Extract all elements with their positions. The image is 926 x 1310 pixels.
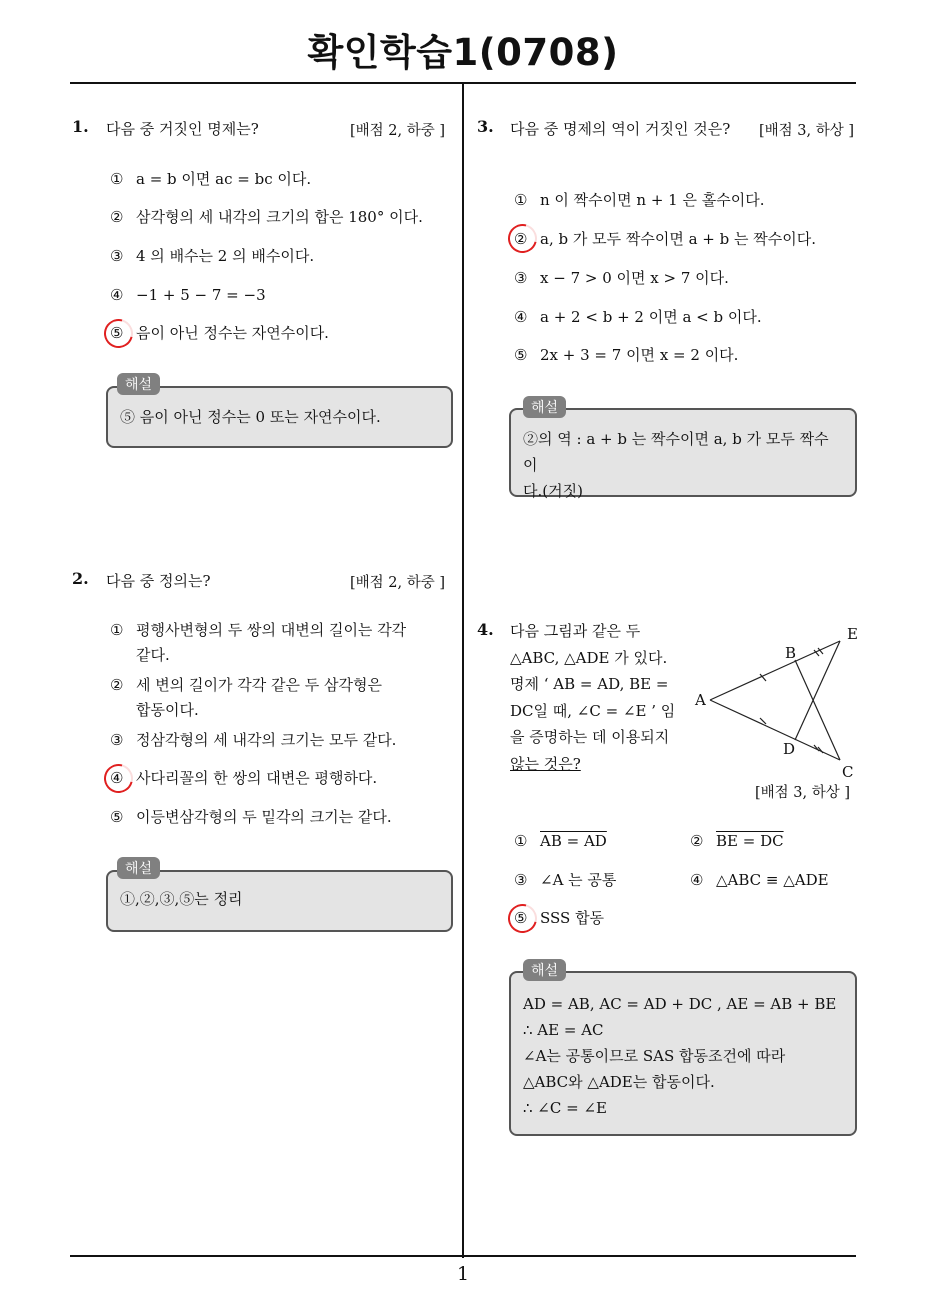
q1-option-1[interactable]: ① a = b 이면 ac = bc 이다. bbox=[110, 170, 312, 188]
q4-solution-line-1: AD = AB, AC = AD + DC , AE = AB + BE bbox=[523, 995, 837, 1013]
q2-option-5-text: 이등변삼각형의 두 밑각의 크기는 같다. bbox=[136, 808, 392, 826]
q1-solution-tag: 해설 bbox=[117, 373, 160, 395]
q3-option-1-text: n 이 짝수이면 n + 1 은 홀수이다. bbox=[540, 191, 765, 209]
q2-answer-circle bbox=[99, 759, 139, 799]
figure-segment-ac bbox=[710, 700, 840, 760]
q2-solution-box bbox=[106, 870, 453, 932]
q4-option-2-text: BE = DC bbox=[716, 832, 784, 850]
q4-text-line-4: DC일 때, ∠C = ∠E ’ 임 bbox=[510, 701, 676, 720]
q3-solution-box bbox=[509, 408, 857, 500]
q3-option-5-text: 2x + 3 = 7 이면 x = 2 이다. bbox=[540, 346, 739, 364]
q2-option-2-text-cont: 합동이다. bbox=[136, 701, 199, 719]
q3-option-2-text: a, b 가 모두 짝수이면 a + b 는 짝수이다. bbox=[540, 230, 816, 248]
figure-segment-ae bbox=[710, 641, 840, 700]
q2-number: 2. bbox=[72, 569, 89, 588]
q1-option-3[interactable]: ③ 4 의 배수는 2 의 배수이다. bbox=[110, 247, 315, 265]
figure-label-d: D bbox=[783, 740, 796, 758]
page-title: 확인학습1(0708) bbox=[307, 31, 619, 74]
q1-option-2-text: 삼각형의 세 내각의 크기의 합은 180° 이다. bbox=[136, 208, 423, 226]
q2-meta: [배점 2, 하중 ] bbox=[350, 575, 446, 591]
q4-text-line-3: 명제 ‘ AB = AD, BE = bbox=[510, 675, 669, 693]
figure-label-e: E bbox=[847, 625, 858, 643]
q4-meta: [배점 3, 하상 ] bbox=[755, 785, 851, 801]
q4-option-2[interactable]: ② BE = DC bbox=[690, 832, 784, 850]
q3-number: 3. bbox=[477, 117, 494, 136]
q4-option-3[interactable]: ③ ∠A 는 공통 bbox=[514, 871, 617, 889]
figure-label-c: C bbox=[842, 763, 854, 781]
q4-option-1-text: AB = AD bbox=[540, 832, 607, 850]
q3-option-2[interactable]: ② a, b 가 모두 짝수이면 a + b 는 짝수이다. bbox=[514, 230, 816, 248]
q2-option-4-text: 사다리꼴의 한 쌍의 대변은 평행하다. bbox=[136, 769, 378, 787]
q2-option-5[interactable]: ⑤ 이등변삼각형의 두 밑각의 크기는 같다. bbox=[110, 808, 392, 826]
q4-text-line-5: 을 증명하는 데 이용되지 bbox=[510, 728, 670, 746]
q1-option-3-text: 4 의 배수는 2 의 배수이다. bbox=[136, 247, 315, 265]
q1-answer-circle bbox=[99, 314, 139, 354]
q3-meta: [배점 3, 하상 ] bbox=[759, 123, 855, 139]
q4-text-line-2: △ABC, △ADE 가 있다. bbox=[510, 648, 668, 667]
column-divider bbox=[462, 83, 464, 1258]
figure-label-b: B bbox=[785, 644, 797, 662]
page-number: 1 bbox=[456, 1263, 470, 1285]
q3-option-4-text: a + 2 < b + 2 이면 a < b 이다. bbox=[540, 308, 762, 326]
figure-segment-de bbox=[795, 641, 840, 740]
q3-option-3[interactable]: ③ x − 7 > 0 이면 x > 7 이다. bbox=[514, 269, 729, 287]
q4-option-5-text: SSS 합동 bbox=[540, 909, 605, 927]
q2-solution-tag: 해설 bbox=[117, 857, 160, 879]
q3-option-3-text: x − 7 > 0 이면 x > 7 이다. bbox=[540, 269, 729, 287]
q1-meta: [배점 2, 하중 ] bbox=[350, 123, 446, 139]
q2-option-2[interactable]: ② 세 변의 길이가 각각 같은 두 삼각형은 합동이다. bbox=[110, 673, 382, 723]
q3-answer-circle bbox=[503, 219, 543, 259]
q1-option-4-text: −1 + 5 − 7 = −3 bbox=[136, 286, 266, 304]
q1-option-2[interactable]: ② 삼각형의 세 내각의 크기의 합은 180° 이다. bbox=[110, 208, 423, 226]
q2-option-2-text: 세 변의 길이가 각각 같은 두 삼각형은 bbox=[136, 676, 382, 694]
q4-text bbox=[510, 618, 675, 777]
q2-option-1-text-cont: 같다. bbox=[136, 646, 170, 664]
q1-option-4[interactable]: ④ −1 + 5 − 7 = −3 bbox=[110, 286, 266, 304]
q4-option-4-text: △ABC ≡ △ADE bbox=[716, 871, 829, 889]
q2-option-1-text: 평행사변형의 두 쌍의 대변의 길이는 각각 bbox=[136, 621, 407, 639]
q4-solution-line-3: ∠A는 공통이므로 SAS 합동조건에 따라 bbox=[523, 1047, 786, 1065]
q4-option-5[interactable]: ⑤ SSS 합동 bbox=[514, 909, 605, 927]
q4-number: 4. bbox=[477, 620, 494, 639]
q4-solution-box bbox=[509, 971, 857, 1136]
q4-triangle-figure bbox=[690, 620, 865, 790]
q4-option-4[interactable]: ④ △ABC ≡ △ADE bbox=[690, 871, 829, 889]
q4-answer-circle bbox=[503, 899, 543, 939]
q4-solution-line-4: △ABC와 △ADE는 합동이다. bbox=[523, 1073, 715, 1091]
q3-text: 다음 중 명제의 역이 거짓인 것은? bbox=[510, 120, 731, 138]
q2-text: 다음 중 정의는? bbox=[106, 572, 211, 590]
q4-text-line-1: 다음 그림과 같은 두 bbox=[510, 622, 641, 640]
q1-option-1-text: a = b 이면 ac = bc 이다. bbox=[136, 170, 312, 188]
q2-option-3[interactable]: ③ 정삼각형의 세 내각의 크기는 모두 같다. bbox=[110, 731, 397, 749]
q3-solution-line-2: 다.(거짓) bbox=[523, 482, 583, 500]
q3-option-4[interactable]: ④ a + 2 < b + 2 이면 a < b 이다. bbox=[514, 308, 762, 326]
q3-solution-tag: 해설 bbox=[523, 396, 566, 418]
q3-solution-line-1: ②의 역 : a + b 는 짝수이면 a, b 가 모두 짝수이 bbox=[523, 430, 829, 474]
q2-solution-text: ①,②,③,⑤는 정리 bbox=[120, 890, 243, 908]
q4-option-1[interactable]: ① AB = AD bbox=[514, 832, 607, 850]
q1-solution-box bbox=[106, 386, 453, 448]
q3-option-1[interactable]: ① n 이 짝수이면 n + 1 은 홀수이다. bbox=[514, 191, 765, 209]
q1-text: 다음 중 거짓인 명제는? bbox=[106, 120, 259, 138]
q4-solution-line-5: ∴ ∠C = ∠E bbox=[523, 1099, 607, 1117]
q4-solution-tag: 해설 bbox=[523, 959, 566, 981]
q1-option-5-text: 음이 아닌 정수는 자연수이다. bbox=[136, 324, 329, 342]
q3-option-5[interactable]: ⑤ 2x + 3 = 7 이면 x = 2 이다. bbox=[514, 346, 739, 364]
q4-solution-line-2: ∴ AE = AC bbox=[523, 1021, 604, 1039]
figure-segment-bc bbox=[795, 660, 840, 760]
q1-solution-text: ⑤ 음이 아닌 정수는 0 또는 자연수이다. bbox=[120, 408, 381, 426]
footer-rule bbox=[70, 1255, 856, 1257]
q1-number: 1. bbox=[72, 117, 89, 136]
q4-option-3-text: ∠A 는 공통 bbox=[540, 871, 617, 889]
figure-label-a: A bbox=[695, 691, 706, 709]
q2-option-4[interactable]: ④ 사다리꼴의 한 쌍의 대변은 평행하다. bbox=[110, 769, 378, 787]
q4-text-line-6: 않는 것은? bbox=[510, 754, 581, 773]
q2-option-3-text: 정삼각형의 세 내각의 크기는 모두 같다. bbox=[136, 731, 397, 749]
q2-option-1[interactable]: ① 평행사변형의 두 쌍의 대변의 길이는 각각 같다. bbox=[110, 618, 406, 668]
q1-option-5[interactable]: ⑤ 음이 아닌 정수는 자연수이다. bbox=[110, 324, 329, 342]
